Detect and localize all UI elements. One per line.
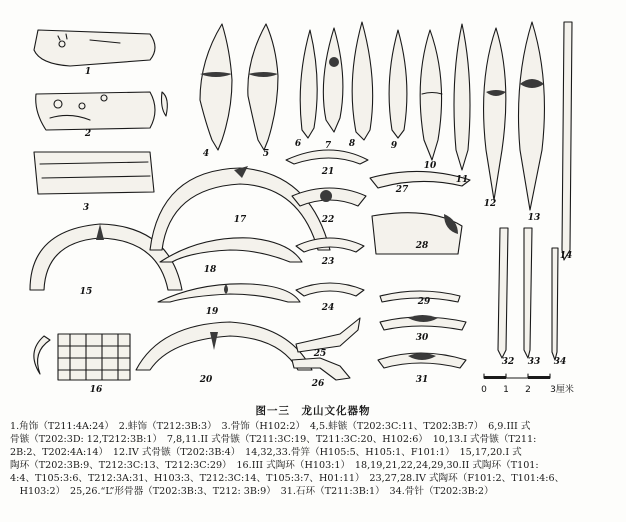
artifact-13 [519, 22, 545, 210]
item-number: 30 [415, 333, 429, 343]
scale-bar [484, 374, 550, 379]
artifact-11 [454, 24, 470, 170]
artifact-32 [498, 228, 508, 358]
artifact-5 [248, 24, 278, 150]
item-number: 21 [321, 167, 335, 177]
artifact-7 [323, 28, 343, 132]
caption-line: 2B:2、T202:4A:14） 12.IV 式骨镞（T202:3B:4） 14,32,33.骨笄（H105:5、H105:1、F101:1） 15,17,20.I 式 [10, 447, 522, 459]
item-number: 1 [84, 67, 92, 77]
scale-labels [481, 383, 574, 395]
item-number: 5 [262, 149, 270, 159]
item-number: 33 [527, 357, 541, 367]
item-number: 20 [199, 375, 213, 385]
item-number: 9 [390, 141, 398, 151]
item-number: 14 [559, 251, 573, 261]
caption-line: 陶环（T202:3B:9、T212:3C:13、T212:3C:29） 16.III 式陶环（H103:1） 18,19,21,22,24,29,30.II 式陶环（T101: [10, 460, 539, 472]
item-number: 8 [348, 139, 356, 149]
item-number: 3 [82, 203, 90, 213]
item-number: 19 [205, 307, 219, 317]
artifact-24 [296, 283, 364, 296]
item-number: 6 [294, 139, 302, 149]
artifact-21 [286, 150, 368, 164]
item-number: 10 [423, 161, 437, 171]
caption-line: 4:4、T105:3:6、T212:3A:31、H103:3、T212:3C:14、T105:3:7、H01:11） 23,27,28.IV 式陶环（F101:2、T101:4:6、 [10, 473, 565, 485]
artifact-10 [420, 30, 442, 160]
artifact-4 [200, 24, 232, 150]
caption-line: 骨镞（T202:3D: 12,T212:3B:1） 7,8,11.II 式骨镞（T211:3C:19、T211:3C:20、H102:6） 10,13.I 式骨镞（T211: [10, 434, 537, 446]
item-number: 4 [202, 149, 210, 159]
artifact-33 [524, 228, 532, 358]
item-number: 31 [415, 375, 429, 385]
item-number: 28 [415, 241, 429, 251]
item-number: 22 [321, 215, 335, 225]
item-number: 7 [324, 141, 332, 151]
item-number: 29 [417, 297, 431, 307]
scale-label: 3厘米 [550, 385, 574, 395]
item-number: 26 [311, 379, 325, 389]
item-number: 34 [553, 357, 567, 367]
item-number: 24 [321, 303, 335, 313]
artifact-18 [160, 238, 302, 262]
caption-line: 1.角饰（T211:4A:24） 2.蚌饰（T212:3B:3） 3.骨饰（H102:2） 4,5.蚌镞（T202:3C:11、T202:3B:7） 6,9.III 式 [10, 421, 531, 432]
item-number: 12 [483, 199, 497, 209]
artifact-6 [300, 30, 317, 138]
item-number: 15 [79, 287, 93, 297]
item-number: 23 [321, 257, 335, 267]
artifact-12 [484, 28, 506, 200]
scale-label: 1 [503, 385, 509, 395]
figure-title: 图一三 龙山文化器物 [255, 405, 371, 417]
figure-caption [10, 420, 616, 499]
item-number: 13 [527, 213, 541, 223]
artifact-20 [136, 322, 312, 370]
artifact-2 [36, 92, 155, 130]
item-number: 32 [501, 357, 515, 367]
caption-line: H103:2） 25,26.“L”形骨器（T202:3B:3、T212: 3B:9） 31.石环（T211:3B:1） 34.骨针（T202:3B:2） [10, 486, 494, 498]
item-number: 16 [89, 385, 103, 395]
artifact-22-mark [320, 190, 332, 202]
artifact-25 [296, 318, 360, 352]
item-number: 18 [203, 265, 217, 275]
item-number: 11 [455, 175, 469, 185]
artifact-14 [559, 22, 573, 261]
artifact-34 [552, 248, 558, 360]
scale-label: 0 [481, 385, 487, 395]
item-number: 27 [395, 185, 409, 195]
item-number: 25 [313, 349, 327, 359]
artifact-9 [389, 30, 407, 138]
artifact-3 [34, 152, 154, 194]
artifact-30 [380, 315, 466, 330]
scale-label: 2 [525, 385, 531, 395]
item-number: 17 [233, 215, 247, 225]
artifact-8 [352, 22, 373, 140]
artifact-31 [378, 353, 466, 368]
artifact-16 [34, 334, 130, 380]
item-number: 2 [84, 129, 92, 139]
artifact-1 [34, 30, 155, 66]
artifact-small [162, 92, 168, 116]
